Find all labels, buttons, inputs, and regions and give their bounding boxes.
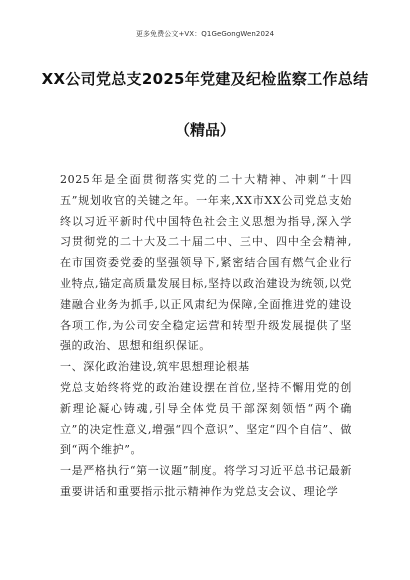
header-note: 更多免费公文+VX：Q1GeGongWen2024 bbox=[135, 30, 275, 38]
paragraph-point-1: 一是严格执行“第一议题”制度。将学习习近平总书记最新重要讲话和重要指示批示精神作为党总支会议、理论学 bbox=[60, 464, 352, 498]
section-heading-1: 一、深化政治建设,筑牢思想理论根基 bbox=[60, 360, 250, 374]
document-subtitle: （精品） bbox=[174, 121, 235, 139]
paragraph-intro: 2025年是全面贯彻落实党的二十大精神、冲刺“十四五”规划收官的关键之年。一年来,XX市XX公司党总支始终以习近平新时代中国特色社会主义思想为指导,深入学习贯彻党的二十大及二十届二中、三中、四中全会精神,在市国资委党委的坚强领导下,紧密结合国有燃气企业行业特点,锚定高质量发展目标,坚持以政治建设为统领,以党建融合业务为抓手,以正风肃纪为保障,全面推进党的建设各项工作,为公司安全稳定运营和转型升级发展提供了坚强的政治、思想和组织保证。 bbox=[60, 173, 352, 353]
document-body bbox=[60, 170, 352, 503]
document-title: XX公司党总支2025年党建及纪检监察工作总结 bbox=[41, 70, 369, 88]
paragraph-section-1: 党总支始终将党的政治建设摆在首位,坚持不懈用党的创新理论凝心铸魂,引导全体党员干部深刻领悟“两个确立”的决定性意义,增强“四个意识”、坚定“四个自信”、做到“两个维护”。 bbox=[60, 380, 352, 457]
